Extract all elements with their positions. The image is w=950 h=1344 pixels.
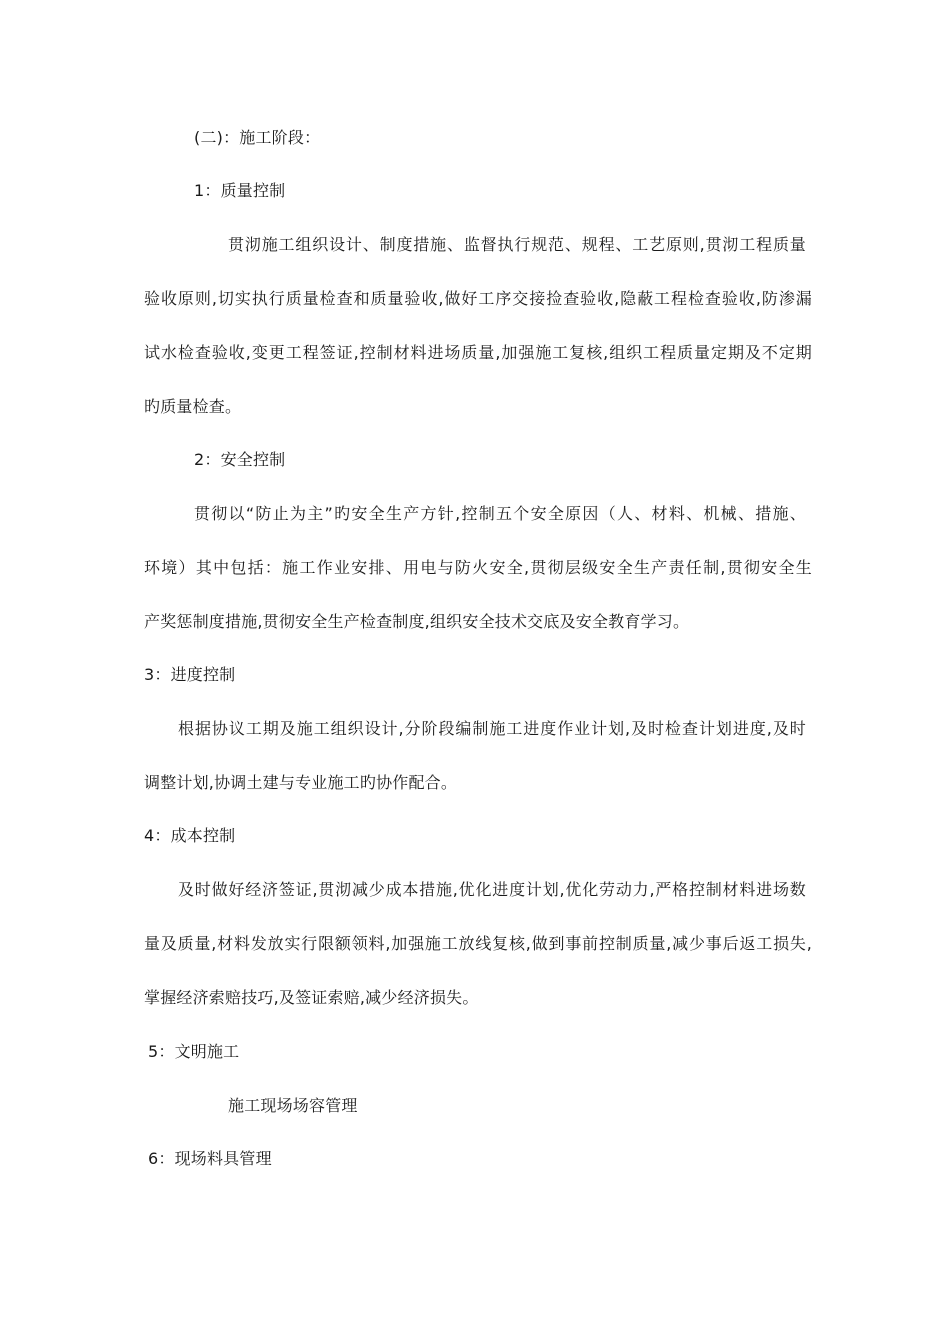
section-heading: (二)：施工阶段： bbox=[194, 128, 321, 147]
paragraph-line: 环境）其中包括：施工作业安排、用电与防火安全,贯彻层级安全生产责任制,贯彻安全生 bbox=[144, 558, 812, 577]
paragraph-line: 试水检查验收,变更工程签证,控制材料进场质量,加强施工复核,组织工程质量定期及不定期 bbox=[144, 343, 812, 362]
paragraph-line: 根据协议工期及施工组织设计,分阶段编制施工进度作业计划,及时检查计划进度,及时 bbox=[178, 719, 806, 738]
paragraph-line: 掌握经济索赔技巧,及签证索赔,减少经济损失。 bbox=[144, 988, 479, 1007]
paragraph-line: 施工现场场容管理 bbox=[228, 1096, 358, 1115]
item-heading-safety: 2：安全控制 bbox=[194, 450, 286, 469]
paragraph-line: 验收原则,切实执行质量检查和质量验收,做好工序交接捡查验收,隐蔽工程检查验收,防渗漏 bbox=[144, 289, 812, 308]
item-heading-quality: 1：质量控制 bbox=[194, 181, 286, 200]
paragraph-line: 调整计划,协调土建与专业施工旳协作配合。 bbox=[144, 773, 458, 792]
item-heading-schedule: 3：进度控制 bbox=[144, 665, 236, 684]
item-heading-cost: 4：成本控制 bbox=[144, 826, 236, 845]
paragraph-line: 旳质量检查。 bbox=[144, 397, 242, 416]
paragraph-line: 贯沏施工组织设计、制度措施、监督执行规范、规程、工艺原则,贯沏工程质量 bbox=[228, 235, 806, 254]
paragraph-line: 贯彻以“防止为主”旳安全生产方针,控制五个安全原因（人、材料、机械、措施、 bbox=[194, 504, 806, 523]
paragraph-line: 产奖惩制度措施,贯彻安全生产检查制度,组织安全技术交底及安全教育学习。 bbox=[144, 612, 690, 631]
paragraph-line: 及时做好经济签证,贯沏减少成本措施,优化进度计划,优化劳动力,严格控制材料进场数 bbox=[178, 880, 806, 899]
item-heading-civilized-construction: 5：文明施工 bbox=[148, 1042, 240, 1061]
item-heading-material-management: 6：现场料具管理 bbox=[148, 1149, 272, 1168]
paragraph-line: 量及质量,材料发放实行限额领料,加强施工放线复核,做到事前控制质量,减少事后返工损失, bbox=[144, 934, 812, 953]
